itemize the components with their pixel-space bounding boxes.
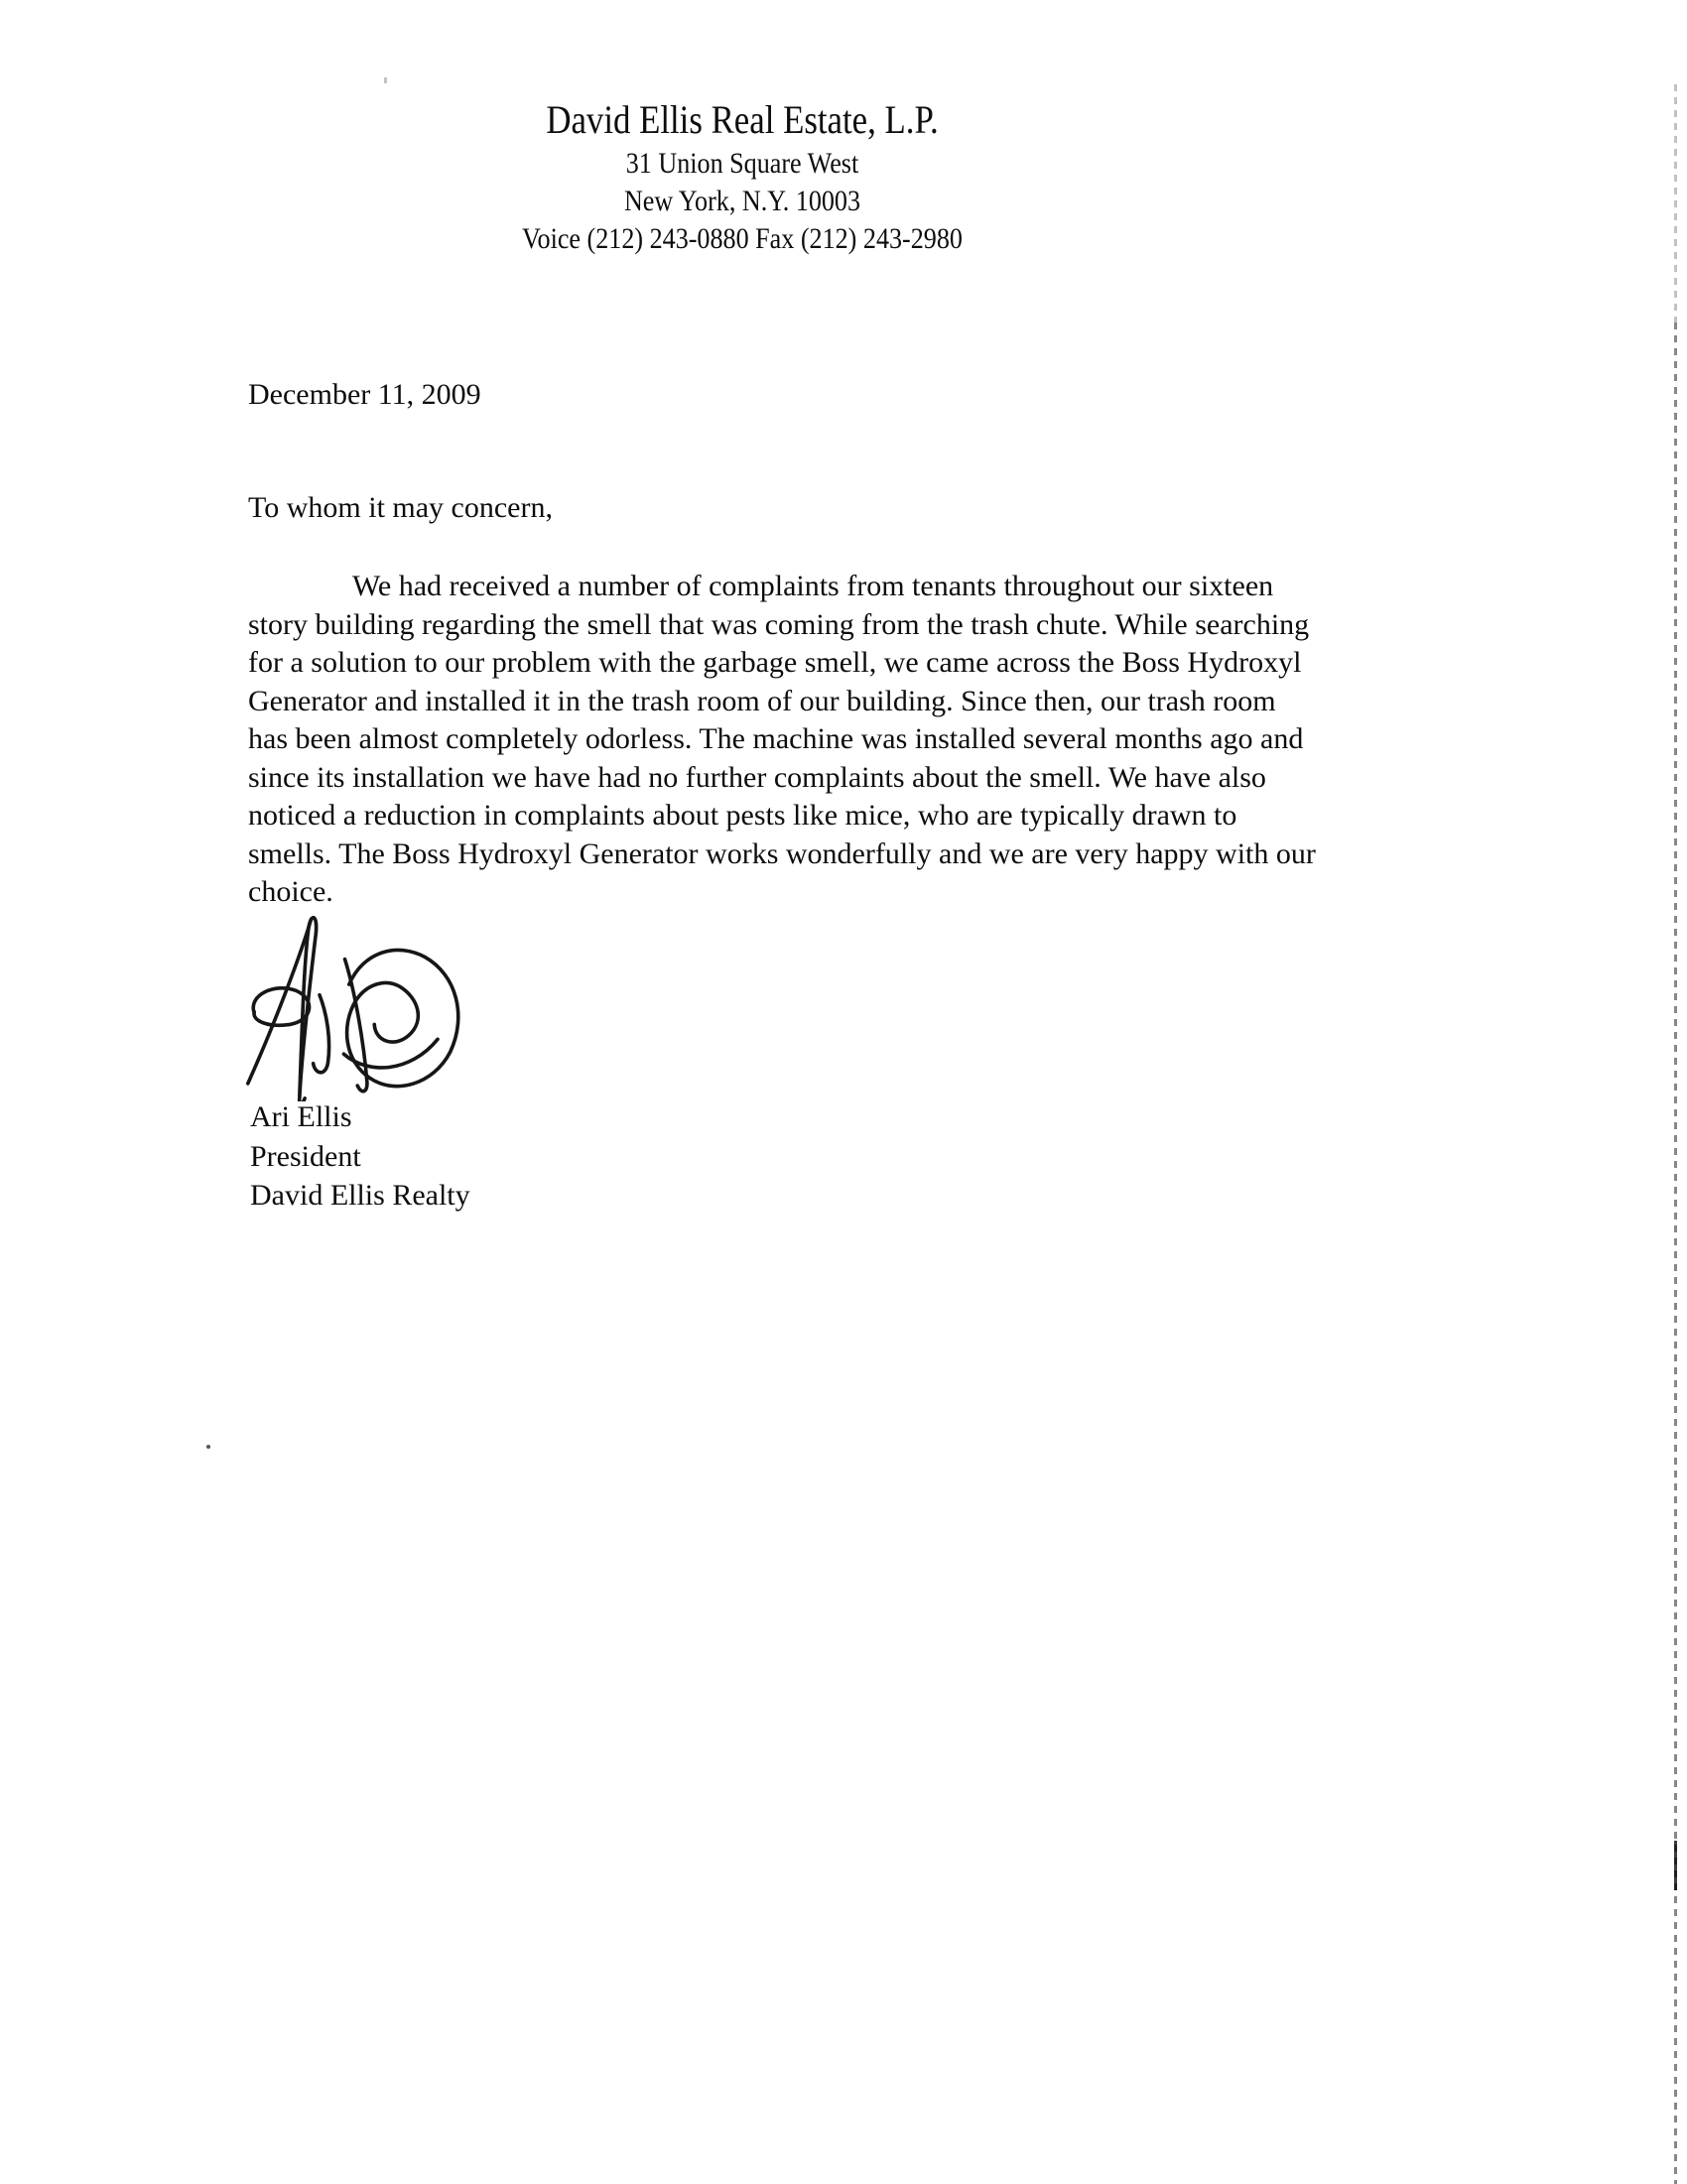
body-line: for a solution to our problem with the garbage smell, we came across the Boss Hydroxyl [248, 646, 1302, 679]
body-line: has been almost completely odorless. The machine was installed several months ago and [248, 722, 1304, 755]
signer-name: Ari Ellis [250, 1100, 352, 1133]
letterhead-address-line2: New York, N.Y. 10003 [623, 185, 861, 217]
letterhead-address-line1: 31 Union Square West [625, 147, 859, 180]
letterhead [96, 95, 1388, 258]
signer-company: David Ellis Realty [250, 1179, 470, 1212]
signer-title: President [250, 1139, 361, 1173]
letter-date: December 11, 2009 [248, 378, 481, 411]
body-line: story building regarding the smell that was coming from the trash chute. While searching [248, 607, 1310, 641]
body-line: choice. [248, 875, 333, 908]
scan-artifact-line [1674, 322, 1677, 2184]
signature-scribble [236, 915, 470, 1101]
scan-speck [206, 1445, 210, 1449]
body-line: smells. The Boss Hydroxyl Generator works wonderfully and we are very happy with our [248, 836, 1316, 870]
body-line: We had received a number of complaints from tenants throughout our sixteen [352, 570, 1274, 602]
body-line: Generator and installed it in the trash room of our building. Since then, our trash room [248, 684, 1276, 717]
salutation: To whom it may concern, [248, 491, 553, 524]
body-line: noticed a reduction in complaints about pests like mice, who are typically drawn to [248, 799, 1237, 832]
signature-block [250, 1097, 470, 1216]
body-line: since its installation we have had no further complaints about the smell. We have also [248, 760, 1266, 794]
letterhead-contact-line: Voice (212) 243-0880 Fax (212) 243-2980 [522, 222, 963, 255]
company-name: David Ellis Real Estate, L.P. [546, 97, 939, 142]
scan-artifact-line [1674, 1841, 1677, 1890]
scan-speck [384, 77, 387, 83]
body-paragraph [248, 568, 1469, 912]
scan-artifact-line [1674, 84, 1677, 322]
